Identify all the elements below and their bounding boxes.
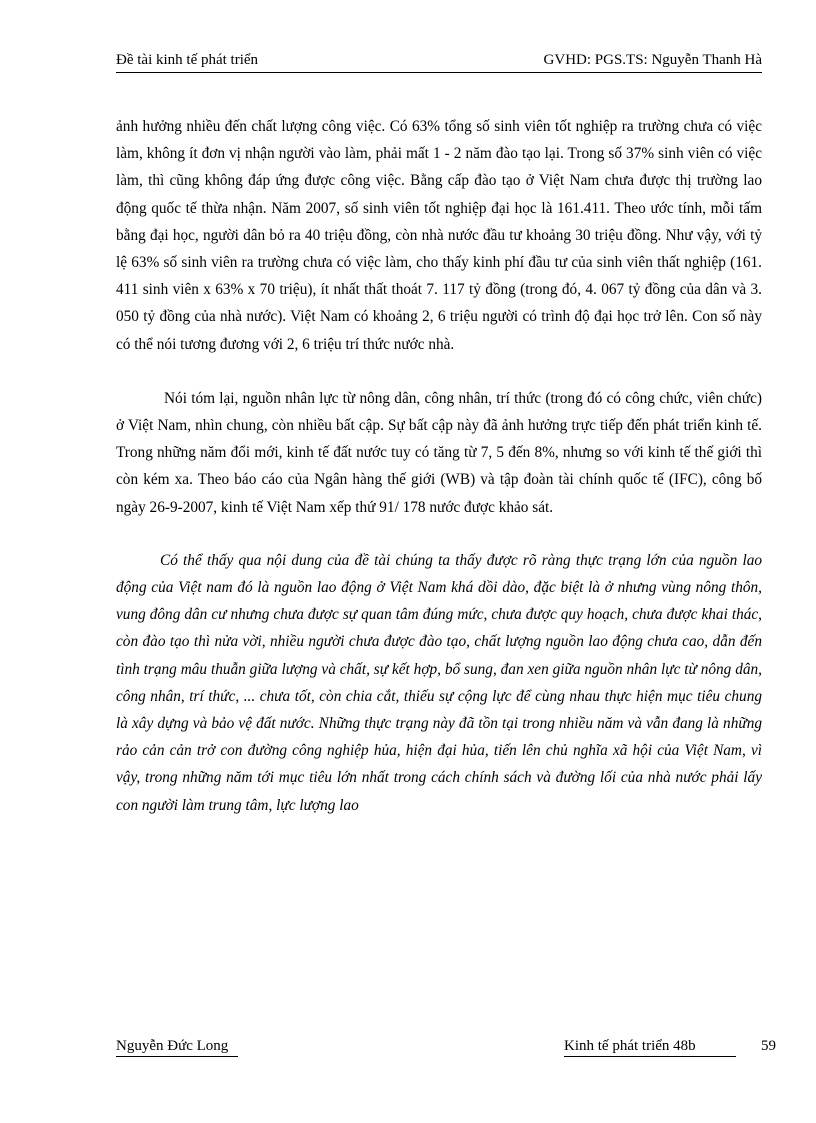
footer-author: Nguyễn Đức Long bbox=[116, 1038, 238, 1057]
header-supervisor: GVHD: PGS.TS: Nguyễn Thanh Hà bbox=[543, 52, 762, 68]
page-footer bbox=[116, 1038, 776, 1062]
paragraph: ảnh hưởng nhiều đến chất lượng công việc. Có 63% tổng số sinh viên tốt nghiệp ra trường chưa có việc làm, không ít đơn vị nhận người vào làm, phải mất 1 - 2 năm đào tạo lại. Trong số 37% sinh viên có việc làm, thì cũng không đáp ứng được công việc. Bằng cấp đào tạo ở Việt Nam chưa được thị trường lao động quốc tế thừa nhận. Năm 2007, số sinh viên tốt nghiệp đại học là 161.411. Theo ước tính, mỗi tấm bằng đại học, người dân bỏ ra 40 triệu đồng, còn nhà nước đầu tư khoảng 30 triệu đồng. Như vậy, với tỷ lệ 63% số sinh viên ra trường chưa có việc làm, cho thấy kinh phí đầu tư của sinh viên thất nghiệp (161. 411 sinh viên x 63% x 70 triệu), ít nhất thất thoát 7. 117 tỷ đồng (trong đó, 4. 067 tỷ đồng của dân và 3. 050 tỷ đồng của nhà nước). Việt Nam có khoảng 2, 6 triệu người có trình độ đại học trở lên. Con số này có thể nói tương đương với 2, 6 triệu trí thức nước nhà. bbox=[116, 118, 762, 353]
paragraph-italic: Có thể thấy qua nội dung của đề tài chúng ta thấy được rõ ràng thực trạng lớn của nguồn lao động của Việt nam đó là nguồn lao động ở Việt Nam khá dồi dào, đặc biệt là ở nhưng vùng nông thôn, vung đông dân cư nhưng chưa được sự quan tâm đúng mức, chưa được quy hoạch, chưa được khai thác, còn đào tạo thì nửa vời, nhiều người chưa được đào tạo, chất lượng nguồn lao động chưa cao, dẫn đến tình trạng mâu thuẫn giữa lượng và chất, sự kết hợp, bổ sung, đan xen giữa nguồn nhân lực từ nông dân, công nhân, trí thức, ... chưa tốt, còn chia cắt, thiếu sự cộng lực để cùng nhau thực hiện mục tiêu chung là xây dựng và bảo vệ đất nước. Những thực trạng này đã tồn tại trong nhiều năm và vẫn đang là những rảo cản cản trở con đường công nghiệp hủa, hiện đại hủa, tiến lên chủ nghĩa xã hội của Việt Nam, vì vậy, trong những năm tới mục tiêu lớn nhất trong cách chính sách và đường lối của nhà nước phải lấy con người làm trung tâm, lực lượng lao bbox=[116, 551, 762, 814]
page-header bbox=[116, 50, 762, 73]
body-text bbox=[116, 113, 762, 819]
page-number: 59 bbox=[761, 1038, 776, 1054]
footer-course: Kinh tế phát triển 48b bbox=[564, 1038, 736, 1057]
header-topic: Đề tài kinh tế phát triển bbox=[116, 52, 259, 68]
paragraph: Nói tóm lại, nguồn nhân lực từ nông dân, công nhân, trí thức (trong đó có công chức, viên chức) ở Việt Nam, nhìn chung, còn nhiều bất cập. Sự bất cập này đã ảnh hưởng trực tiếp đến phát triển kinh tế. Trong những năm đổi mới, kinh tế đất nước tuy có tăng từ 7, 5 đến 8%, nhưng so với kinh tế thế giới thì còn kém xa. Theo báo cáo của Ngân hàng thế giới (WB) và tập đoàn tài chính quốc tế (IFC), công bố ngày 26-9-2007, kinh tế Việt Nam xếp thứ 91/ 178 nước được khảo sát. bbox=[116, 389, 762, 516]
